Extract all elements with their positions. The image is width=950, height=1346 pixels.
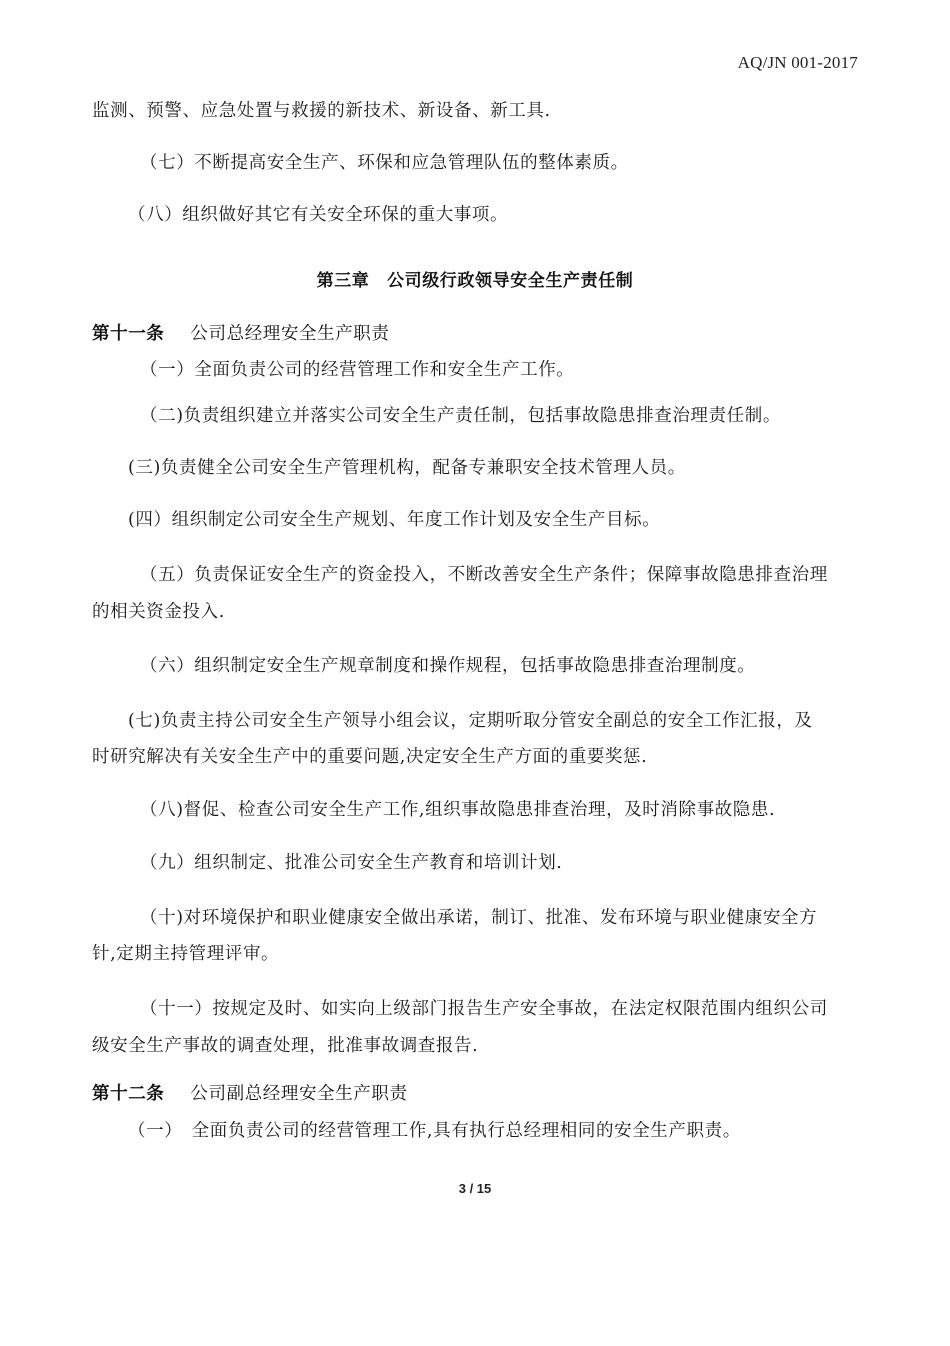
paragraph-line: （十)对环境保护和职业健康安全做出承诺，制订、批准、发布环境与职业健康安全方 [140,908,818,928]
article-number: 第十二条 [92,1084,165,1104]
paragraph-line: （九）组织制定、批准公司安全生产教育和培训计划. [140,853,563,873]
paragraph-line: （八)督促、检查公司安全生产工作,组织事故隐患排查治理，及时消除事故隐患. [140,800,776,820]
paragraph-line: （十一）按规定及时、如实向上级部门报告生产安全事故，在法定权限范围内组织公司 [140,999,828,1019]
article-heading [92,322,390,346]
paragraph-line: （七）不断提高安全生产、环保和应急管理队伍的整体素质。 [140,153,629,173]
article-number: 第十一条 [92,324,165,344]
article-title: 公司副总经理安全生产职责 [190,1084,408,1104]
paragraph-line: （五）负责保证安全生产的资金投入，不断改善安全生产条件；保障事故隐患排查治理 [140,565,828,585]
paragraph-line: （八）组织做好其它有关安全环保的重大事项。 [128,205,509,225]
paragraph-line: 针,定期主持管理评审。 [92,944,280,964]
paragraph-line: （六）组织制定安全生产规章制度和操作规程，包括事故隐患排查治理制度。 [140,656,756,676]
paragraph-line: 监测、预警、应急处置与救援的新技术、新设备、新工具. [92,101,551,121]
document-code: AQ/JN 001-2017 [737,53,858,72]
paragraph-line: （一） 全面负责公司的经营管理工作,具有执行总经理相同的安全生产职责。 [128,1121,741,1141]
paragraph-line: 的相关资金投入. [92,602,225,622]
paragraph-line: (三)负责健全公司安全生产管理机构，配备专兼职安全技术管理人员。 [128,458,686,478]
paragraph-line: （一）全面负责公司的经营管理工作和安全生产工作。 [140,360,575,380]
page-number: 3 / 15 [458,1181,492,1196]
paragraph-line: (四）组织制定公司安全生产规划、年度工作计划及安全生产目标。 [128,510,661,530]
paragraph-line: 级安全生产事故的调查处理，批准事故调查报告. [92,1036,479,1056]
article-title: 公司总经理安全生产职责 [190,324,390,344]
article-heading [92,1082,408,1106]
paragraph-line: (七)负责主持公司安全生产领导小组会议，定期听取分管安全副总的安全工作汇报，及 [128,711,813,731]
chapter-title: 第三章 公司级行政领导安全生产责任制 [316,271,634,291]
paragraph-line: 时研究解决有关安全生产中的重要问题,决定安全生产方面的重要奖惩. [92,747,648,767]
paragraph-line: （二)负责组织建立并落实公司安全生产责任制，包括事故隐患排查治理责任制。 [140,406,781,426]
